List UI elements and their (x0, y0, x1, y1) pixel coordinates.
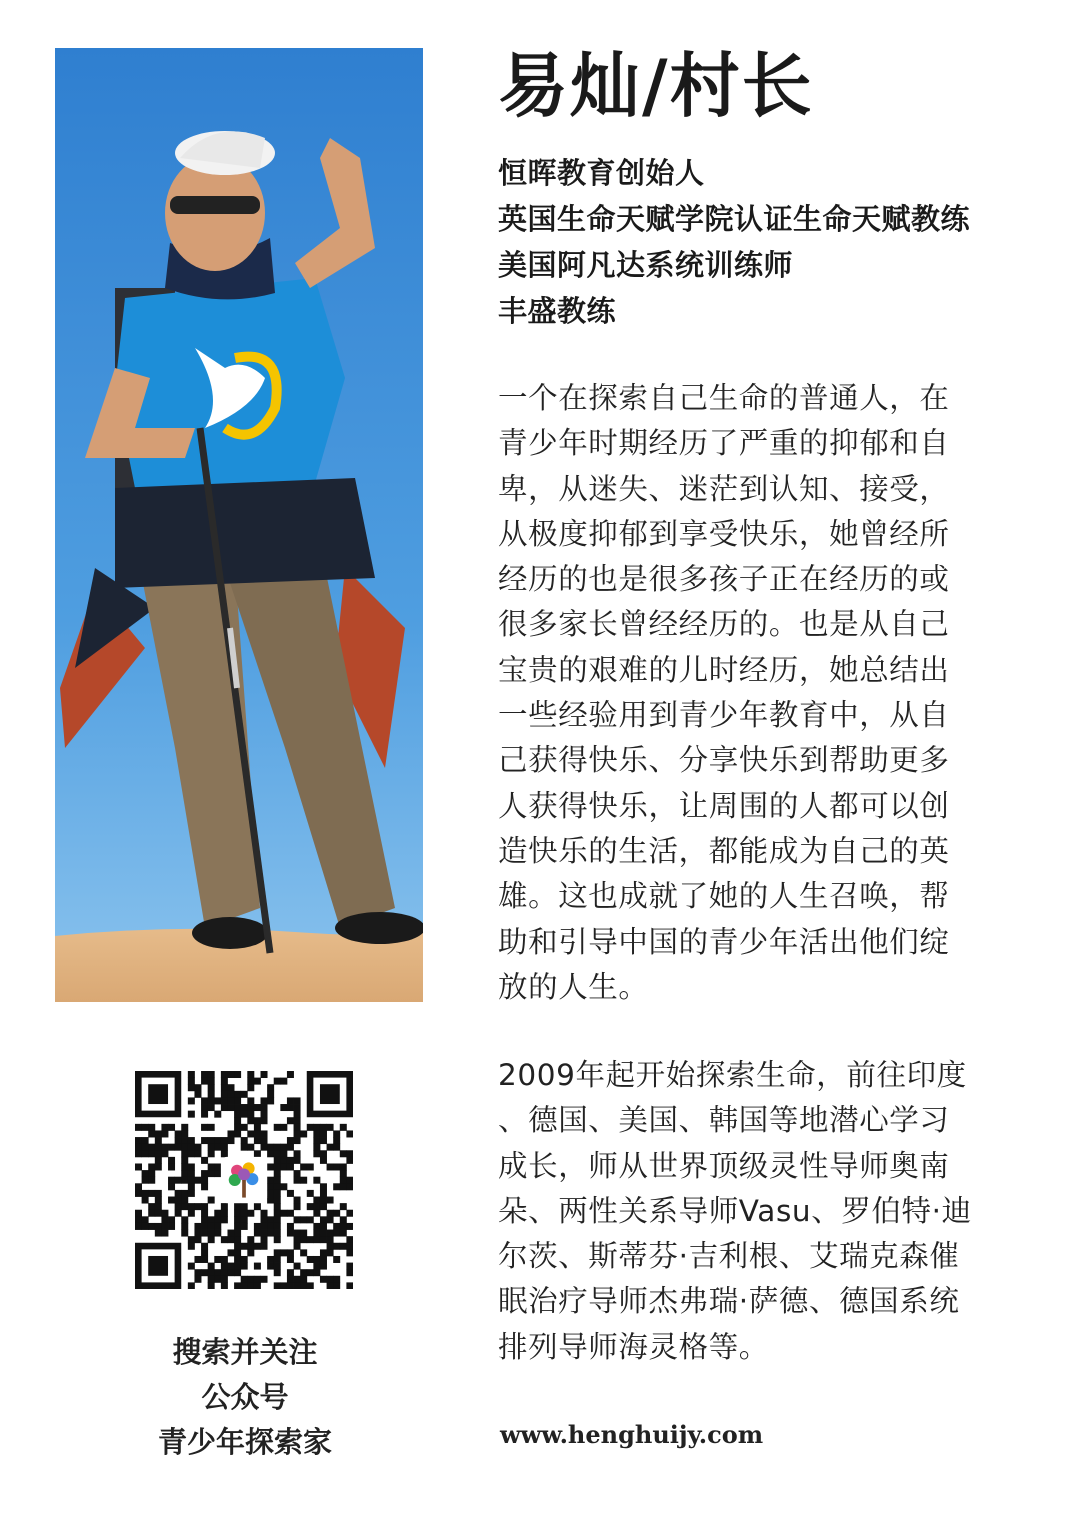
bio-line: 造快乐的生活，都能成为自己的英 (498, 833, 950, 868)
history-line: 排列导师海灵格等。 (498, 1329, 769, 1364)
history-line: 尔茨、斯蒂芬·吉利根、艾瑞克森催 (498, 1239, 960, 1274)
bio-line: 很多家长曾经经历的。也是从自己 (498, 607, 950, 642)
caption-line-search: 搜索并关注 (172, 1335, 318, 1369)
bio-line: 一个在探索自己生命的普通人，在 (498, 381, 950, 415)
profile-name: 易灿/村长 (498, 45, 814, 127)
bio-line: 放的人生。 (498, 969, 649, 1004)
history-line: 、德国、美国、韩国等地潜心学习 (498, 1103, 950, 1138)
qr-code[interactable] (135, 1071, 353, 1289)
website-link[interactable]: www.henghuijy.com (500, 1420, 764, 1449)
bio-line: 从极度抑郁到享受快乐，她曾经所 (498, 516, 950, 551)
bio-line: 青少年时期经历了严重的抑郁和自 (498, 426, 950, 461)
title-item: 丰盛教练 (498, 294, 617, 328)
profile-titles (498, 150, 970, 334)
bio-line: 宝贵的艰难的儿时经历，她总结出 (498, 652, 950, 687)
title-item: 英国生命天赋学院认证生命天赋教练 (498, 202, 971, 236)
history-line: 朵、两性关系导师Vasu、罗伯特·迪 (498, 1193, 972, 1228)
title-item: 美国阿凡达系统训练师 (498, 248, 794, 282)
history-line: 2009年起开始探索生命，前往印度 (498, 1058, 967, 1092)
bio-line: 经历的也是很多孩子正在经历的或 (498, 562, 950, 597)
bio-line: 助和引导中国的青少年活出他们绽 (498, 924, 950, 959)
bio-line: 人获得快乐，让周围的人都可以创 (498, 788, 950, 823)
history-line: 眠治疗导师杰弗瑞·萨德、德国系统 (498, 1284, 960, 1319)
profile-photo (55, 48, 423, 1002)
bio-line: 一些经验用到青少年教育中，从自 (498, 698, 950, 733)
caption-line-account-name: 青少年探索家 (157, 1425, 332, 1459)
caption-line-account-type: 公众号 (201, 1380, 289, 1414)
title-item: 恒晖教育创始人 (498, 156, 705, 190)
history-line: 成长，师从世界顶级灵性导师奥南 (498, 1148, 950, 1183)
biography-paragraph (498, 376, 1008, 1010)
bio-line: 己获得快乐、分享快乐到帮助更多 (498, 743, 950, 778)
history-paragraph (498, 1053, 1008, 1370)
bio-line: 雄。这也成就了她的人生召唤，帮 (498, 879, 950, 914)
bio-line: 卑，从迷失、迷茫到认知、接受， (498, 471, 950, 506)
qr-caption (120, 1330, 370, 1465)
